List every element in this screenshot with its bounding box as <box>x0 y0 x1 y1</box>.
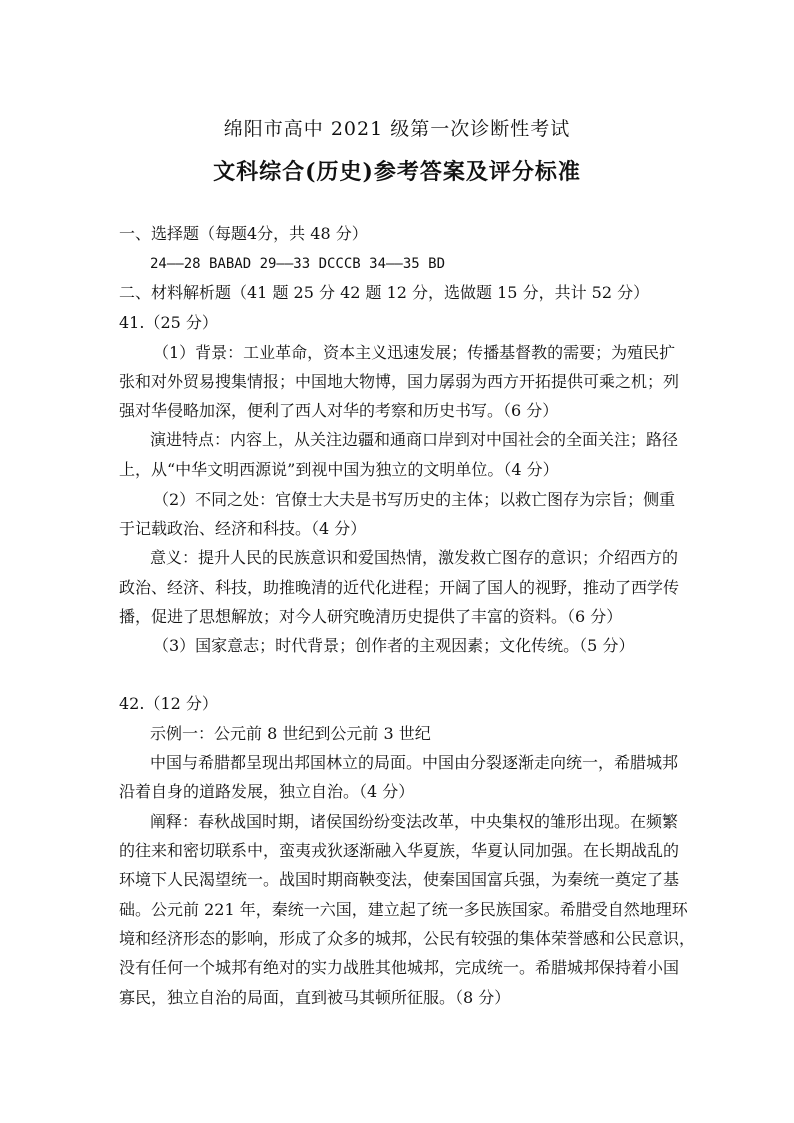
q41-paragraph-line: 政治、经济、科技，助推晚清的近代化进程；开阔了国人的视野，推动了西学传 <box>119 578 680 597</box>
q41-paragraph-line: 于记载政治、经济和科技。（4 分） <box>119 519 367 538</box>
q42-label: 42.（12 分） <box>119 694 218 713</box>
q42-paragraph-line: 的往来和密切联系中，蛮夷戎狄逐渐融入华夏族，华夏认同加强。在长期战乱的 <box>119 841 680 860</box>
exam-title: 绵阳市高中 2021 级第一次诊断性考试 <box>223 118 571 140</box>
section-2-heading: 二、材料解析题（41 题 25 分 42 题 12 分，选做题 15 分，共计 52 分） <box>119 283 650 302</box>
q42-paragraph-line: 沿着自身的道路发展，独立自治。（4 分） <box>119 782 415 801</box>
q42-paragraph-line: 寡民，独立自治的局面，直到被马其顿所征服。（8 分） <box>119 988 511 1007</box>
q41-label: 41.（25 分） <box>119 313 218 332</box>
q42-example-heading: 示例一：公元前 8 世纪到公元前 3 世纪 <box>150 724 431 743</box>
q41-paragraph-line: 演进特点：内容上，从关注边疆和通商口岸到对中国社会的全面关注；路径 <box>150 430 679 449</box>
choice-answers: 24——28 BABAD 29——33 DCCCB 34——35 BD <box>150 256 446 272</box>
q41-paragraph-line: 播，促进了思想解放；对今人研究晚清历史提供了丰富的资料。（6 分） <box>119 607 623 626</box>
q41-paragraph-line: 强对华侵略加深，便利了西人对华的考察和历史书写。（6 分） <box>119 401 559 420</box>
q42-paragraph-line: 没有任何一个城邦有绝对的实力战胜其他城邦，完成统一。希腊城邦保持着小国 <box>119 958 680 977</box>
q42-paragraph-line: 中国与希腊都呈现出邦国林立的局面。中国由分裂逐渐走向统一，希腊城邦 <box>150 753 679 772</box>
q42-paragraph-line: 环境下人民渴望统一。战国时期商鞅变法，使秦国国富兵强，为秦统一奠定了基 <box>119 870 680 889</box>
q42-paragraph-line: 境和经济形态的影响，形成了众多的城邦，公民有较强的集体荣誉感和公民意识， <box>119 929 696 948</box>
q41-paragraph-line: （3）国家意志；时代背景；创作者的主观因素；文化传统。（5 分） <box>153 636 635 655</box>
q41-paragraph-line: 上，从“中华文明西源说”到视中国为独立的文明单位。（4 分） <box>119 460 559 479</box>
q42-paragraph-line: 阐释：春秋战国时期，诸侯国纷纷变法改革，中央集权的雏形出现。在频繁 <box>150 812 679 831</box>
document-subtitle: 文科综合(历史)参考答案及评分标准 <box>213 159 581 185</box>
q41-paragraph-line: （2）不同之处：官僚士大夫是书写历史的主体；以救亡图存为宗旨；侧重 <box>153 490 676 509</box>
q41-paragraph-line: （1）背景：工业革命，资本主义迅速发展；传播基督教的需要；为殖民扩 <box>153 343 676 362</box>
section-1-heading: 一、选择题（每题4分，共 48 分） <box>119 224 368 243</box>
q42-paragraph-line: 础。公元前 221 年，秦统一六国，建立起了统一多民族国家。希腊受自然地理环 <box>119 900 688 919</box>
q41-paragraph-line: 张和对外贸易搜集情报；中国地大物博，国力孱弱为西方开拓提供可乘之机；列 <box>119 372 680 391</box>
q41-paragraph-line: 意义：提升人民的民族意识和爱国热情，激发救亡图存的意识；介绍西方的 <box>150 548 679 567</box>
